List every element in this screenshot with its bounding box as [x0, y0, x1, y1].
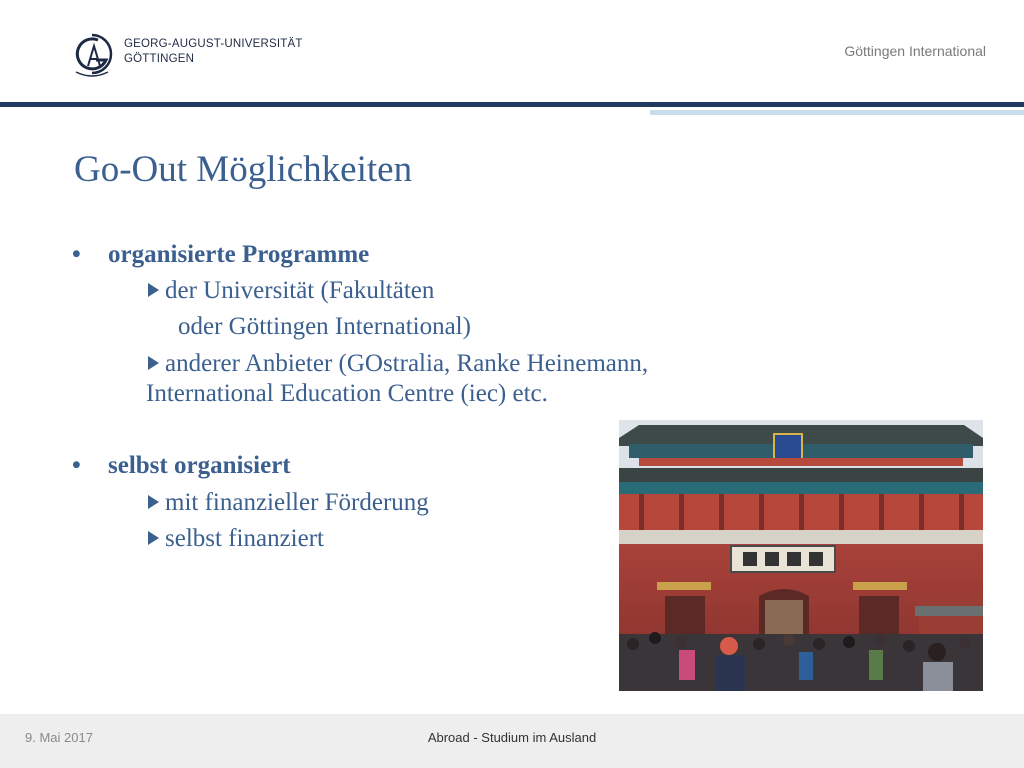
- arrow-bullet-icon: [148, 356, 159, 370]
- footer-title: Abroad - Studium im Ausland: [427, 730, 597, 745]
- university-name-line1: GEORG-AUGUST-UNIVERSITÄT: [124, 38, 303, 50]
- university-logo: [70, 32, 310, 80]
- arrow-bullet-icon: [148, 283, 159, 297]
- section-label: Göttingen International: [844, 43, 986, 59]
- bullet-text: organisierte Programme: [108, 241, 370, 268]
- bullet-organized-programs: [72, 241, 369, 269]
- sub-bullet-university: [148, 277, 434, 305]
- bullet-self-organized: [72, 452, 291, 480]
- sub-bullet-text: anderer Anbieter (GOstralia, Ranke Heinemann,: [165, 350, 649, 377]
- palace-gate-image: [619, 420, 983, 691]
- header-accent-rule: [650, 110, 1024, 115]
- bullet-dot-icon: •: [72, 241, 81, 268]
- header-rule: [0, 102, 1024, 107]
- sub-bullet-text: selbst finanziert: [165, 525, 324, 552]
- university-name-line2: GÖTTINGEN: [124, 53, 195, 65]
- sub-bullet-funding: [148, 489, 429, 517]
- forbidden-city-photo: [619, 420, 983, 691]
- sub-bullet-university-cont: oder Göttingen International): [178, 313, 471, 340]
- sub-bullet-self-financed: [148, 525, 324, 553]
- footer-date: 9. Mai 2017: [25, 730, 93, 745]
- slide-footer: [0, 714, 1024, 768]
- bullet-text: selbst organisiert: [108, 452, 291, 479]
- university-seal-icon: [70, 32, 118, 80]
- arrow-bullet-icon: [148, 495, 159, 509]
- sub-bullet-other-providers-cont: International Education Centre (iec) etc.: [146, 380, 548, 407]
- arrow-bullet-icon: [148, 531, 159, 545]
- bullet-dot-icon: •: [72, 452, 81, 479]
- sub-bullet-text: der Universität (Fakultäten: [165, 277, 435, 304]
- sub-bullet-other-providers: [148, 350, 648, 378]
- slide-title: Go-Out Möglichkeiten: [74, 149, 413, 190]
- sub-bullet-text: mit finanzieller Förderung: [165, 489, 429, 516]
